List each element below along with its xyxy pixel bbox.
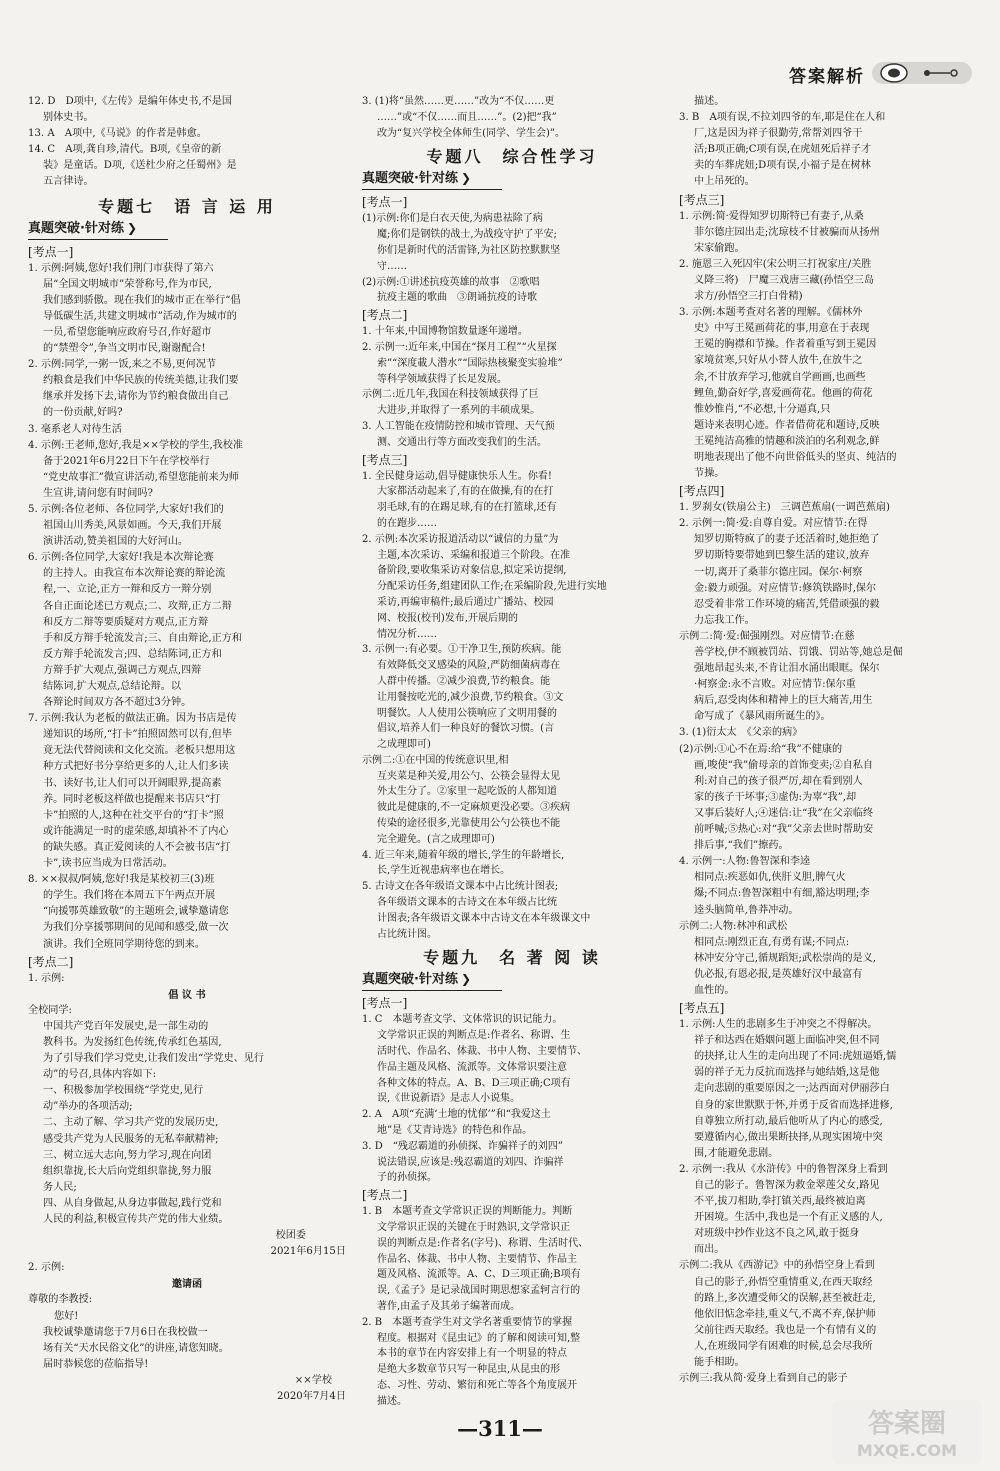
text-line: 示例二:简·爱:倔强刚烈。对应情节:在慈	[679, 630, 855, 642]
text-line: 方辩手扩大观点,强调己方观点,四辩	[43, 664, 202, 676]
section-9-continued	[679, 94, 975, 1387]
text-line: 卡”拍照的人,这种在社交平台的“打卡”照	[43, 809, 224, 821]
text-line: 结陈词,扩大观点,总结论辩。以	[43, 681, 182, 692]
text-line: 祖国山川秀美,风景如画。今天,我们开展	[43, 520, 222, 532]
text-line: 相同点:疾恶如仇,侠肝义胆,脾气火	[694, 872, 846, 884]
text-line: 能手相助。	[694, 1357, 745, 1369]
text-line: 我校诚挚邀请您于7月6日在我校做一	[43, 1326, 208, 1338]
text-line: 是绝大多数章节只写一种昆虫,从昆虫的形	[377, 1364, 561, 1376]
text-line: 一、积极参加学校围绕“学党史,见行	[43, 1085, 204, 1097]
text-line: 一切,离开了桑菲尔德庄园。保尔·柯察	[694, 566, 863, 578]
text-line: 义降三将) 尸魔三戏唐三藏(孙悟空三岛	[694, 274, 875, 286]
text-line: 2. 示例一:我从《水浒传》中的鲁智深身上看到	[679, 1163, 888, 1175]
proposal-body	[28, 1019, 346, 1228]
text-line: 的路上,多次遭受师父的误解,甚至被赶走,	[694, 1292, 876, 1304]
watermark-text: 答案圈	[867, 1409, 947, 1439]
text-line: 利:对自己的孩子很严厉,却在看到别人	[694, 775, 863, 787]
text-line: 而出。	[694, 1244, 725, 1256]
text-line: 2. 示例一:简·爱:自尊自爱。对应情节:在得	[679, 518, 868, 530]
text-line: 误,《孟子》是记录战国时期思想家孟轲言行的	[377, 1285, 581, 1297]
text-line: 外太生分了。②家里一起吃饭的人都知道	[377, 786, 557, 798]
text-line: 相同点:刚烈正直,有勇有谋;不同点:	[694, 936, 850, 948]
text-line: “党史故事汇”微宣讲活动,希望您能前来为师	[43, 471, 239, 483]
text-line: 等科学领域获得了长足发展。	[377, 373, 507, 385]
text-line: 血性的。	[694, 984, 735, 996]
text-line: 主题,本次采访、采编和报道三个阶段。在准	[377, 549, 571, 561]
text-line: 改为“复兴学校全体师生(同学、学生会)”。	[377, 127, 566, 139]
section-7-tail	[362, 94, 662, 141]
text-line: 3. 毫系老人对待生活	[28, 423, 122, 435]
text-line: 1. B 本题考查文学常识正误的判断能力。判断	[362, 1206, 573, 1218]
text-line: 的抉择,让人生的走向出现了不同:虎妞逼婚,懦	[694, 1051, 897, 1063]
text-line: 占比统计图。	[377, 928, 437, 940]
text-line: 动”举办的各项活动;	[43, 1101, 133, 1113]
invitation-letter	[28, 1276, 346, 1405]
text-line: 届时恭候您的莅临指导!	[43, 1358, 149, 1370]
text-line: 大进步,并取得了一系列的丰硕成果。	[377, 405, 541, 417]
text-line: 5. 古诗文在各年级语文课本中占比统计图表;	[362, 881, 559, 893]
letter-2-label	[28, 1260, 346, 1276]
text-line: 6. 示例:各位同学,大家好!我是本次辩论赛	[28, 552, 214, 564]
text-line: 4. 示例:王老师,您好,我是××学校的学生,我校准	[28, 439, 244, 451]
text-line: 装》是童话。D项,《送杜少府之任蜀州》是	[43, 160, 237, 172]
text-line: 分配采访任务,组建团队工作;在采编阶段,先进行实地	[377, 581, 607, 593]
text-line: 自己的影子,孙悟空重情重义,在西天取经	[694, 1276, 873, 1288]
column-left	[28, 94, 346, 1405]
text-line: 示例二:①在中国的传统意识里,相	[362, 754, 509, 766]
text-line: 3. (1)衍太太 《父亲的病》	[679, 727, 803, 739]
text-line: 余,不甘放弃学习,他就自学画画,也画些	[694, 371, 866, 383]
text-line: 2. B 本题考查学生对文学名著重要情节的掌握	[362, 1316, 573, 1328]
text-line: 手和反方辩手轮流发言;三、自由辩论,正方和	[43, 632, 243, 644]
text-line: 弱的祥子无力反抗而选择与她结婚,这是他	[694, 1067, 880, 1079]
proposal-title: 倡 议 书	[168, 988, 206, 1001]
text-line: 各辩论时间双方各不超过3分钟。	[43, 697, 192, 709]
text-line: 祥子和达西在婚姻问题上面临冲突,但不同	[694, 1035, 880, 1047]
text-line: 完全避免。(言之成理即可)	[377, 833, 495, 845]
invitation-org: ××学校	[294, 1374, 332, 1386]
text-line: 描述。	[694, 96, 725, 107]
text-line: 有效降低交叉感染的风险,严防细菌病毒在	[377, 660, 561, 672]
text-line: 1. 罗刹女(铁扇公主) 三调芭蕉扇(一调芭蕉扇)	[679, 502, 890, 514]
text-line: 彼此是健康的,不一定麻烦更没必要。③疾病	[377, 802, 571, 814]
text-line: 家的孩子干坏事;③虚伪:为辜“我”,却	[694, 791, 857, 803]
text-line: 13. A A项中,《马说》的作者是韩愈。	[28, 128, 207, 140]
text-line: 各自正面论述已方观点;二、攻辩,正方二辩	[43, 600, 232, 612]
text-line: 8. ××叔叔/阿姨,您好!我是某校初三(3)班	[28, 874, 215, 886]
text-line: 备阶段,要收集采访对象信息,拟定采访提纲,	[377, 565, 567, 577]
text-line: 计图表;各年级语文课本中古诗文在本年级课文中	[377, 912, 591, 924]
text-line: (1)示例:你们是白衣天使,为病患祛除了病	[362, 213, 543, 225]
text-line: 文学常识正误的关键在于时熟识,文学常识正	[377, 1222, 571, 1234]
text-line: 1. 十年来,中国博物馆数量逐年递增。	[362, 326, 528, 338]
text-line: 五言律诗。	[43, 176, 94, 188]
text-line: 或许能满足一时的虚荣感,却填补不了内心	[43, 825, 229, 837]
text-line: 示例二:我从《西游记》中的孙悟空身上看到	[679, 1260, 875, 1272]
text-line: 自己的影子。鲁智深为救金翠莲父女,路见	[694, 1180, 880, 1191]
subsection-label: [考点二]	[362, 308, 408, 323]
text-line: 不平,拔刀相助,拳打镇关西,最终被迫离	[694, 1196, 866, 1208]
text-line: 场有关“天水民俗文化”的讲座,请您知晓。	[43, 1342, 229, 1354]
text-line: 2. 示例一:近年来,中国在“探月工程”“火星探	[362, 341, 557, 353]
text-line: 14. C A项,龚自珍,清代。B项,《皇帝的新	[28, 144, 222, 156]
text-line: 题及风格、流派等。A、C、D三项正确;B项有	[377, 1269, 581, 1281]
column-right	[679, 94, 975, 1387]
text-line: 抗疫主题的歌曲 ③朗诵抗疫的诗歌	[377, 292, 537, 304]
text-line: “向援鄂英雄致敬”的主题班会,诚挚邀请您	[43, 906, 229, 918]
proposal-org: 校团委	[275, 1230, 306, 1242]
text-line: 误的判断点是:作者名(字号)、称谓、生活时代、	[377, 1237, 589, 1249]
proposal-date: 2021年6月15日	[270, 1246, 346, 1258]
text-line: 对班级中抄作业这不良之风,敢于挺身	[694, 1228, 860, 1240]
text-line: 你们是新时代的活雷锋,为社区防控默默坚	[377, 244, 561, 256]
text-line: 的在跑步……	[377, 517, 437, 529]
text-line: 题诗来表明心迹。作者借荷花和题诗,反映	[694, 419, 880, 431]
text-line: 人,在班级同学有困难的时候,总会尽我所	[694, 1340, 873, 1352]
text-line: 力忘我工作。	[694, 614, 755, 626]
text-line: 演讲活动,赞美祖国的大好河山。	[43, 536, 188, 548]
text-line: 爆;不同点:鲁智深粗中有细,豁达明理;李	[694, 888, 870, 900]
text-line: 忍受着非常工作环境的痛苦,凭借顽强的毅	[694, 598, 880, 610]
text-line: 活;B项正确;C项有误,在虎妞死后祥子才	[694, 144, 872, 156]
text-line: 王冕的胸襟和节操。作者着重写到王冕因	[694, 339, 877, 351]
text-line: 逵头脑简单,鲁莽冲动。	[694, 904, 799, 916]
text-line: 12. D D项中,《左传》是编年体史书,不是国	[28, 96, 232, 107]
subsection-label: [考点一]	[362, 195, 408, 210]
text-line: 3. (1)将“虽然……更……”改为“不仅……更	[362, 96, 555, 107]
arrow-icon: ❯	[460, 972, 472, 987]
text-line: 魔;你们是钢铁的战士,为战疫守护了平安;	[377, 229, 557, 241]
text-line: 反方辩手轮流发言;四、总结陈词,正方和	[43, 648, 222, 660]
text-line: 和反方二辩等要质疑对方观点,正方辩	[43, 616, 209, 628]
text-line: 3. 示例:本题考查对名著的理解。《儒林外	[679, 307, 863, 319]
text-line: 种方式把好书分享给更多的人,让人们多读	[43, 761, 229, 773]
subsection-label: [考点二]	[362, 1188, 408, 1203]
text-line: 竟无法代替阅读和文化交流。老板只想用这	[43, 745, 236, 757]
text-line: 继承并发扬下去,请你为节约粮食做出自己	[43, 391, 229, 403]
text-line: 鲤鱼,勤奋好学,喜爱画荷花。他画的荷花	[694, 387, 873, 399]
text-line: ……”或“不仅……而且……”。(2)把“我”	[377, 111, 557, 123]
text-line: 长,学生近视患病率也在增长。	[377, 865, 511, 877]
text-line: 5. 示例:各位老师、各位同学,大家好!我们的	[28, 503, 224, 515]
text-line: 史》中写王冕画荷花的事,用意在于表现	[694, 323, 870, 335]
text-line: 金:毅力顽强。对应情节:修筑铁路时,保尔	[694, 582, 877, 594]
text-line: 本书的章节在内容安排上有一个明显的特点	[377, 1348, 567, 1360]
text-line: 善学校,伊不顾被罚站、罚饿、罚站等,她总是倔	[694, 647, 903, 658]
text-line: 7. 示例:我认为老板的做法正确。因为书店是传	[28, 713, 237, 725]
text-line: 导低碳生活,共建文明城市”活动,作为城市的	[43, 310, 237, 322]
text-line: 惟妙惟肖,“不必想,十分逼真,只	[694, 403, 831, 415]
text-line: 卖的车葬虎妞;D项有误,小福子是在树林	[694, 160, 871, 172]
text-line: 病后,忍受肉体和精神上的巨大痛苦,用生	[694, 695, 873, 707]
text-line: 4. 示例一:人物:鲁智深和李逵	[679, 856, 811, 868]
text-line: 3. B A项有误,不拉刘四爷的车,耶是住在人和	[679, 112, 886, 124]
text-line: 他依旧惦念牵挂,重义气,不离不弃,保护师	[694, 1308, 876, 1320]
text-line: 1. 示例:阿姨,您好!我们荆门市获得了第六	[28, 262, 214, 274]
watermark-url: MXQE.COM	[856, 1441, 958, 1460]
text-line: 务人民;	[43, 1181, 77, 1193]
text-line: 别体史书。	[43, 112, 94, 124]
section-9-title: 专题九 名 著 阅 读	[423, 948, 601, 968]
section-7-title: 专题七 语 言 运 用	[98, 196, 276, 216]
text-line: 中上吊死的。	[694, 176, 755, 188]
text-line: 程,一、立论,正方一辩和反方一辩分别	[43, 584, 212, 596]
invitation-title: 邀请函	[171, 1278, 203, 1291]
text-line: 的学生。我们将在本周五下午两点开展	[43, 890, 216, 902]
text-line: 又事后装好人;④迷信:让“我”在父亲临终	[694, 807, 874, 819]
page-number: —311—	[457, 1416, 543, 1441]
proposal-letter	[28, 987, 346, 1261]
text-line: 自尊独立所打动,最后他听从了内心的感受,	[694, 1115, 883, 1127]
text-line: 届“全国文明城市”荣誉称号,作为市民,	[43, 278, 212, 290]
text-line: 索”“深度載人潜水”“国际热核聚变实验堆”	[377, 357, 563, 369]
text-line: 三、树立远大志向,努力学习,现在向团	[43, 1149, 212, 1161]
text-line: 罗切斯特要带她到巴黎生活的建议,放弃	[694, 550, 870, 562]
text-line: 林冲安分守己,循规蹈矩;武松崇尚的是义,	[694, 952, 876, 964]
text-line: 王冕纯洁高雅的情趣和淡泊的名利观念,鲜	[694, 435, 880, 447]
text-line: 仇必报,有恩必报,是英雄好汉中最富有	[694, 968, 863, 980]
text-line: 羽毛球,有的在踢足球,有的在打篮球,还有	[377, 502, 557, 514]
text-line: 3. D “残忍霸道的孙侦探、诈骗祥子的刘四”	[362, 1140, 563, 1152]
proposal-greeting: 全校同学:	[28, 1004, 72, 1016]
text-line: 养。同时老板这样做也提醒来书店只“打	[43, 793, 221, 805]
text-line: 2. 示例:	[28, 1262, 65, 1274]
text-line: 备于2021年6月22日下午在学校举行	[43, 455, 210, 467]
text-line: 宋家偷跑。	[694, 242, 745, 254]
text-line: 2. A A项“充满‘土地的忧郁’”和“我爱这土	[362, 1109, 551, 1121]
text-line: 卡”,读书应当成为日常活动。	[43, 858, 173, 870]
text-line: 2. 施恩三入死囚牢(宋公明三打祝家庄/关胜	[679, 258, 872, 270]
text-line: 约粮食是我们中华民族的传统美德,让我们要	[43, 375, 239, 387]
text-line: 教科书。为发扬红色传统,传承红色基因,	[43, 1036, 222, 1048]
section-8-title: 专题八 综合性学习	[426, 147, 598, 167]
text-line: 1. C 本题考查文学、文体常识的识记能力。	[362, 1014, 563, 1026]
text-line: 一员,希望您能响应政府号召,作好超市	[43, 326, 212, 338]
text-line: 文学常识正误的判断点是:作者名、称谓、生	[377, 1030, 571, 1042]
text-line: 活时代、作品名、体裁、书中人物、主要情节、	[377, 1046, 587, 1058]
header-title: 答案解析	[789, 67, 865, 87]
text-line: 走向悲剧的重要原因之一;达西面对伊丽莎白	[694, 1083, 890, 1095]
text-line: 的缺失感。真正爱阅读的人不会被书店“打	[43, 841, 231, 853]
text-line: 作品主题及风格、流派等。文体常识要注意	[377, 1061, 567, 1073]
subsection-label: [考点三]	[679, 192, 725, 207]
section-7-answers	[28, 243, 346, 987]
text-line: 3. 人工智能在疫情防控和城市管理、天气预	[362, 420, 555, 432]
text-line: 传染的途径很多,光靠使用公勺公筷也不能	[377, 818, 561, 830]
text-line: 作品名、体裁、书中人物、主要情节、作品主	[377, 1253, 577, 1265]
answers-11-14	[28, 94, 346, 191]
text-line: 网、校报(校刊)发布,开展后期的	[377, 612, 518, 624]
text-line: 明地表现出了他不向世俗低头的坚贞、纯洁的	[694, 451, 897, 463]
text-line: 3. 示例一:有必要。①干净卫生,预防疾病。能	[362, 644, 562, 656]
section-8-label: 真题突破·针对练 ❯	[362, 169, 502, 190]
text-line: 父前往西天取经。我也是一个有情有义的	[694, 1324, 877, 1336]
text-line: 人群中传播。②减少浪费,节约粮食。能	[377, 675, 551, 687]
text-line: 2. 示例:同学,一粥一饭,来之不易,更何况节	[28, 359, 216, 371]
text-line: 情况分析……	[377, 628, 437, 640]
text-line: 描述。	[377, 1395, 407, 1407]
text-line: 的一份贡献,好吗?	[43, 407, 123, 419]
text-line: 节操。	[694, 468, 725, 480]
text-line: 示例二:近几年,我国在科技领域获得了巨	[362, 389, 539, 401]
text-line: 为了引导我们学习党史,让我们发出“学党史、见行	[43, 1053, 265, 1065]
text-line: 采访,再编审稿件;最后通过广播站、校园	[377, 596, 554, 608]
text-line: 示例二:人物:林冲和武松	[679, 920, 788, 932]
text-line: 1. 全民健身运动,倡导健康快乐人生。你看!	[362, 470, 552, 482]
text-line: 求方/孙悟空三打白骨精)	[694, 291, 803, 303]
section-7-label: 真题突破·针对练 ❯	[28, 219, 168, 240]
text-line: 菲尔德庄园出走;沈琼枝不甘被骗而从扬州	[694, 226, 880, 238]
column-middle	[362, 94, 662, 1410]
text-line: 倡议,培养人们一种良好的餐饮习惯。(言	[377, 723, 555, 735]
text-line: 态、习性、劳动、繁衍和死亡等各个角度展开	[377, 1379, 577, 1391]
section-9-answers	[362, 994, 662, 1409]
text-line: 排后事,“我们”擦药。	[694, 840, 789, 852]
text-line: 说法错误,应该是:残忍霸道的刘四、诈骗祥	[377, 1156, 564, 1168]
invitation-salute: 您好!	[54, 1310, 79, 1322]
invitation-greeting: 尊敬的李教授:	[28, 1294, 93, 1306]
subsection-label: [考点五]	[679, 1001, 725, 1016]
section-8-answers	[362, 193, 662, 942]
text-line: 各年级语文课本的古诗文在本年级占比统	[377, 897, 557, 909]
text-line: 之成理即可)	[377, 739, 431, 751]
subsection-label: [考点二]	[28, 954, 74, 969]
text-line: 让用餐按吃光的,减少浪费,节约粮食。③文	[377, 691, 564, 703]
text-line: 4. 近三年来,随着年级的增长,学生的年龄增长,	[362, 849, 565, 861]
text-line: 人民的利益,积极宣传共产党的伟大业绩。	[43, 1214, 229, 1225]
section-9-label: 真题突破·针对练 ❯	[362, 970, 502, 991]
text-line: 守……	[377, 260, 407, 272]
arrow-icon: ❯	[126, 220, 138, 235]
text-line: 大家都活动起来了,有的在做操,有的在打	[377, 486, 554, 498]
text-line: 中国共产党百年发展史,是一部生动的	[43, 1020, 209, 1032]
subsection-label: [考点一]	[28, 244, 74, 259]
text-line: (2)示例:①讲述抗疫英雄的故事 ②歌唱	[362, 276, 540, 288]
text-line: 示例三:我从简·爱身上看到自己的影子	[679, 1373, 848, 1385]
watermark-logo	[832, 1400, 982, 1464]
text-line: 命写成了《暴风雨所诞生的》。	[694, 711, 831, 723]
text-line: 书、读好书,让人们可以开阔眼界,提高素	[43, 777, 222, 789]
text-line: 围,才能避免悲剧。	[694, 1147, 779, 1159]
text-line: 我们感到骄傲。现在我们的城市正在举行“倡	[43, 294, 241, 306]
subsection-label: [考点三]	[362, 452, 408, 467]
text-line: 程度。根据对《昆虫记》的了解和阅读可知,整	[377, 1332, 581, 1344]
text-line: 画,唆使“我”偷母亲的首饰变卖;②自私自	[694, 759, 873, 771]
book-logo-icon	[872, 58, 972, 88]
invitation-body	[28, 1325, 346, 1373]
text-line: 2. 示例:本次采访报道活动以“诚信的力量”为	[362, 533, 559, 545]
text-line: 二、主动了解、学习共产党的发展历史,	[43, 1117, 219, 1129]
text-line: 生宣讲,请问您有时间吗?	[43, 487, 153, 499]
text-line: 子的孙侦探。	[377, 1172, 437, 1184]
text-line: 四、从自身做起,从身边事做起,践行党和	[43, 1197, 222, 1209]
text-line: 地”是《艾青诗选》的特色和作品。	[377, 1125, 533, 1137]
text-line: 为我们分享援鄂期间的见闻和感受,做一次	[43, 922, 229, 934]
text-line: 误,《世说新语》是志人小说集。	[377, 1093, 521, 1105]
text-line: 开困境。生活中,我也是一个有正义感的人,	[694, 1212, 883, 1224]
text-line: 家境贫寒,只好从小替人放牛,在放牛之	[694, 355, 863, 367]
text-line: 的主持人。由我宣布本次辩论赛的辩论流	[43, 568, 226, 580]
text-line: 互夹菜是种关爱,用公勺、公筷会显得太见	[377, 770, 561, 782]
arrow-icon: ❯	[460, 171, 472, 186]
invitation-date: 2020年7月4日	[276, 1391, 346, 1403]
text-line: 厂,这是因为祥子很勤劳,常帮刘四爷干	[694, 128, 863, 140]
subsection-label: [考点四]	[679, 484, 725, 499]
text-line: 前呼喊;⑤热心:对“我”父亲去世时帮助安	[694, 824, 874, 836]
text-line: 演讲。我们全班同学期待您的到来。	[43, 938, 205, 950]
text-line: 各种文体的特点。A、B、D三项正确;C项有	[377, 1077, 571, 1089]
text-line: 递知识的场所,“打卡”拍照固然可以有,但毕	[43, 729, 232, 741]
text-line: 1. 示例:人生的悲剧多生于冲突之不得解决。	[679, 1019, 878, 1031]
text-line: 知罗切斯特疯了的妻子还活着时,她拒绝了	[694, 534, 880, 546]
text-line: (2)示例:①心不在焉:给“我”不健康的	[679, 743, 843, 755]
text-line: 感受共产党为人民服务的无私奉献精神;	[43, 1133, 219, 1145]
text-line: 测、交通出行等方面改变我们的生活。	[377, 436, 547, 448]
text-line: 动”的号召,具体内容如下:	[43, 1069, 157, 1081]
text-line: 1. 示例:	[28, 972, 65, 984]
text-line: 自身的家世默默于怀,并勇于反省而选择进修,	[694, 1099, 893, 1111]
text-line: 的“禁塑令”,争当文明市民,谢谢配合!	[43, 343, 206, 355]
text-line: 组织靠拢,长大后向党组织靠拢,努力服	[43, 1165, 212, 1177]
text-line: 1. 示例:简·爱得知罗切斯特已有妻子,从桑	[679, 210, 864, 222]
text-line: 强地昂起头来,不肯让泪水涌出眼眶。保尔	[694, 663, 880, 675]
text-line: 著作,由孟子及其弟子编著而成。	[377, 1301, 521, 1312]
text-line: ·柯察金:永不言败。对应情节:保尔重	[694, 679, 856, 691]
text-line: 要遵循内心,做出果断抉择,从现实困境中突	[694, 1131, 883, 1143]
subsection-label: [考点一]	[362, 996, 408, 1011]
text-line: 明餐饮。人人使用公筷响应了文明用餐的	[377, 707, 557, 719]
